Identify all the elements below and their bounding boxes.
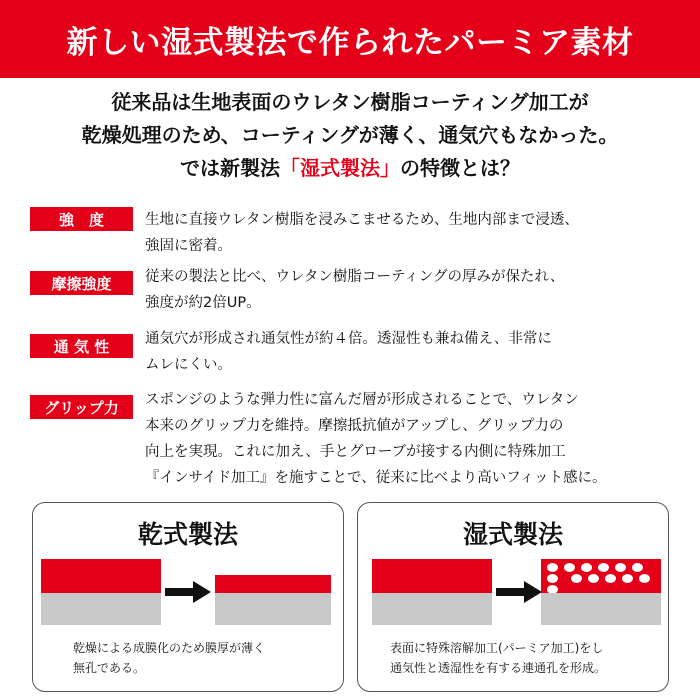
- fabric-layer: [41, 593, 161, 625]
- pore-dot: [581, 563, 592, 572]
- feature-line: 通気穴が形成され通気性が約４倍。透湿性も兼ね備え、非常に: [145, 331, 552, 347]
- feature-description: [145, 387, 665, 491]
- title-banner: [0, 0, 700, 78]
- dry-process-panel: [32, 502, 344, 692]
- page-title: 新しい湿式製法で作られたパーミア素材: [66, 24, 634, 61]
- caption-line: 表面に特殊溶解加工(パーミア加工)をし: [390, 641, 604, 655]
- pore-dot: [622, 574, 633, 583]
- feature-line: 本来のグリップ力を維持。摩擦抵抗値がアップし、グリップ力の: [145, 418, 564, 434]
- intro-line-2: 乾燥処理のため、コーティングが薄く、通気穴もなかった。: [81, 123, 619, 147]
- feature-line: 向上を実現。これに加え、手とグローブが接する内側に特殊加工: [145, 444, 566, 460]
- intro-text: [0, 86, 700, 185]
- feature-label: 強 度: [30, 207, 133, 231]
- coating-layer: [372, 559, 492, 593]
- pore-dot: [571, 574, 582, 583]
- intro-highlight: 「湿式製法」: [280, 156, 400, 180]
- fabric-layer: [372, 593, 492, 625]
- feature-line: ムレにくい。: [145, 357, 232, 373]
- feature-line: 『インサイド加工』を施すことで、従来に比べより高いフィット感に。: [145, 470, 607, 486]
- pores: [544, 562, 661, 595]
- feature-description: [145, 326, 665, 378]
- pore-dot: [605, 574, 616, 583]
- feature-description: [145, 264, 665, 316]
- pore-dot: [547, 574, 558, 583]
- feature-line: スポンジのような弾力性に富んだ層が形成されることで、ウレタン: [145, 392, 579, 408]
- porous-coating-layer: [541, 559, 661, 593]
- caption-line: 乾燥による成膜化のため膜厚が薄く: [73, 641, 266, 655]
- pore-dot: [564, 563, 575, 572]
- feature-line: 強度が約2倍UP。: [145, 295, 261, 311]
- feature-description: [145, 207, 665, 259]
- pore-dot: [598, 563, 609, 572]
- dry-process-title: 乾式製法: [137, 520, 238, 549]
- intro-line-3-post: の特徴とは？: [400, 156, 520, 180]
- pore-dot: [632, 563, 643, 572]
- coating-layer: [41, 559, 161, 593]
- feature-label: 摩擦強度: [30, 271, 133, 295]
- wet-process-panel: [357, 502, 669, 692]
- pore-dot: [547, 563, 558, 572]
- feature-label: グリップ力: [30, 395, 133, 419]
- intro-line-3-pre: では新製法: [180, 156, 280, 180]
- fabric-layer: [215, 593, 331, 625]
- caption-line: 通気性と透湿性を有する連通孔を形成。: [390, 661, 607, 675]
- thin-coating-layer: [215, 575, 331, 593]
- pore-dot: [588, 574, 599, 583]
- feature-line: 生地に直接ウレタン樹脂を浸みこませるため、生地内部まで浸透、: [145, 212, 579, 228]
- arrow-right-icon: [496, 581, 542, 603]
- dry-process-caption: [73, 638, 333, 678]
- intro-line-3: [0, 152, 700, 185]
- wet-process-title: 湿式製法: [462, 520, 563, 549]
- feature-line: 従来の製法と比べ、ウレタン樹脂コーティングの厚みが保たれ、: [145, 269, 565, 285]
- intro-line-1: 従来品は生地表面のウレタン樹脂コーティング加工が: [111, 90, 589, 114]
- fabric-layer: [541, 593, 661, 625]
- arrow-right-icon: [165, 581, 211, 603]
- feature-line: 強固に密着。: [145, 238, 232, 254]
- wet-process-caption: [390, 638, 650, 678]
- feature-label: 通 気 性: [30, 334, 133, 358]
- pore-dot: [615, 563, 626, 572]
- pore-dot: [639, 574, 650, 583]
- caption-line: 無孔である。: [73, 661, 146, 675]
